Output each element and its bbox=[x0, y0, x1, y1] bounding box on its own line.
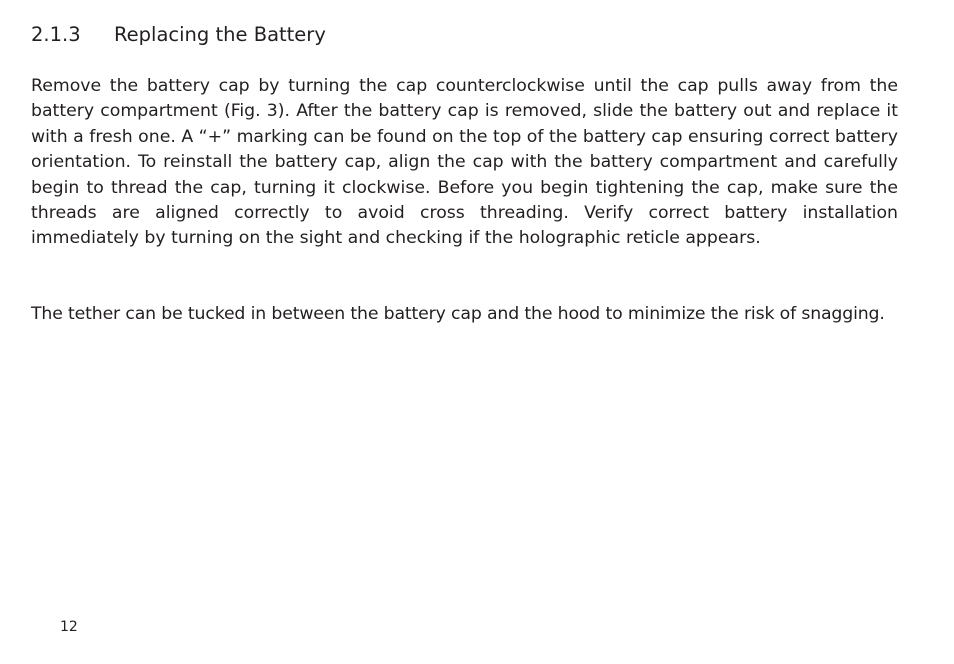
section-number: 2.1.3 bbox=[31, 23, 81, 46]
body-paragraph-battery-replacement: Remove the battery cap by turning the cap counterclockwise until the cap pulls away from the battery compartment (Fig. 3). After the battery cap is removed, slide the battery out and replace it with a fresh one. A “+” marking can be found on the top of the battery cap ensuring correct battery orientation. To reinstall the battery cap, align the cap with the battery compartment and carefully begin to thread the cap, turning it clockwise. Before you begin tightening the cap, make sure the threads are aligned correctly to avoid cross threading. Verify correct battery installation immediately by turning on the sight and checking if the holographic reticle appears. bbox=[31, 76, 898, 249]
body-paragraph-tether: The tether can be tucked in between the battery cap and the hood to minimize the risk of snagging. bbox=[31, 304, 885, 324]
section-title: Replacing the Battery bbox=[114, 23, 326, 46]
section-heading bbox=[31, 22, 326, 48]
page-number: 12 bbox=[60, 619, 78, 635]
